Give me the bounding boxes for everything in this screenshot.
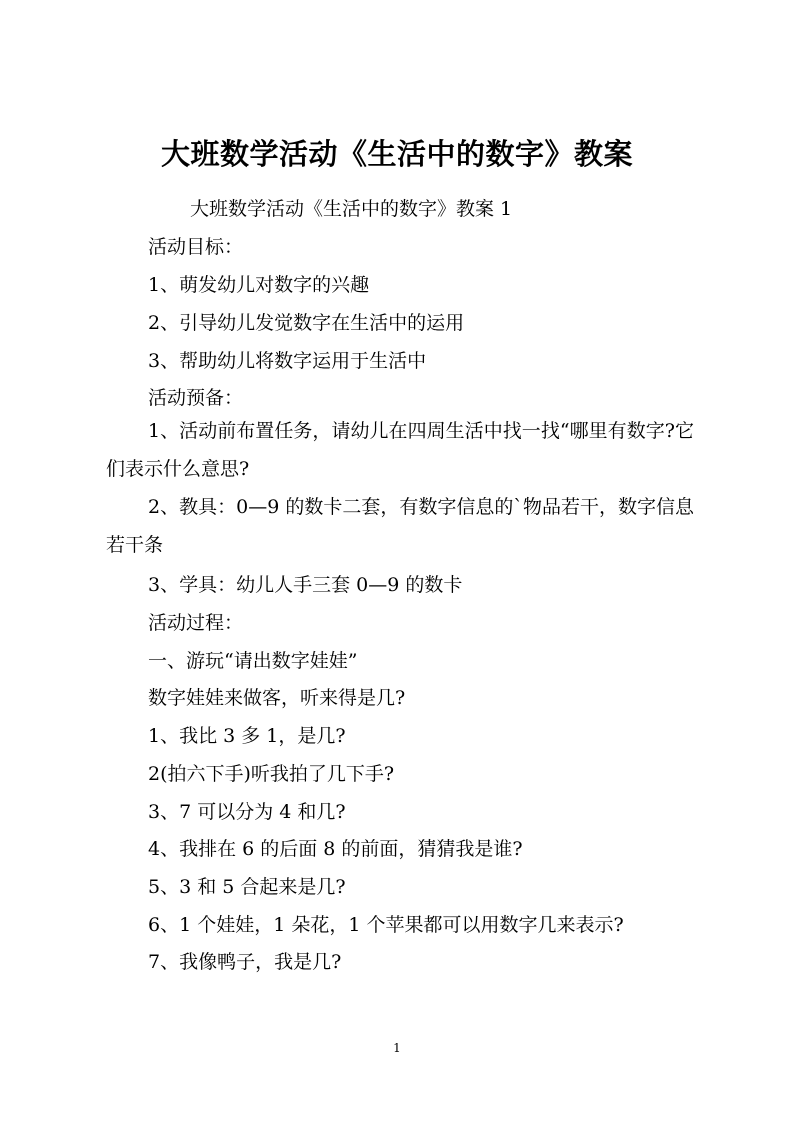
text-line: 数字娃娃来做客，听来得是几? xyxy=(148,687,406,709)
text-line: 6、1 个娃娃，1 朵花，1 个苹果都可以用数字几来表示? xyxy=(148,914,624,936)
lesson-subtitle: 大班数学活动《生活中的数字》教案 1 xyxy=(190,198,513,220)
page-number: 1 xyxy=(393,1041,401,1055)
text-line: 1、我比 3 多 1，是几? xyxy=(148,725,346,747)
text-line: 活动预备： xyxy=(148,387,244,409)
text-line: 5、3 和 5 合起来是几? xyxy=(148,876,346,898)
text-line: 活动目标： xyxy=(148,236,244,258)
text-line: 一、游玩“请出数字娃娃” xyxy=(148,650,358,672)
text-line: 活动过程： xyxy=(148,612,244,634)
text-line: 1、萌发幼儿对数字的兴趣 xyxy=(148,274,370,296)
text-line: 3、帮助幼儿将数字运用于生活中 xyxy=(148,350,427,372)
text-line: 7、我像鸭子，我是几? xyxy=(148,951,342,973)
text-line: 3、学具：幼儿人手三套 0—9 的数卡 xyxy=(148,574,463,596)
text-line: 4、我排在 6 的后面 8 的前面，猜猜我是谁? xyxy=(148,838,523,860)
text-line: 2(拍六下手)听我拍了几下手? xyxy=(148,763,395,785)
text-line: 3、7 可以分为 4 和几? xyxy=(148,801,346,823)
text-line: 2、引导幼儿发觉数字在生活中的运用 xyxy=(148,312,465,334)
paragraph-task: 1、活动前布置任务，请幼儿在四周生活中找一找“哪里有数字?它们表示什么意思? xyxy=(106,420,694,480)
document-title: 大班数学活动《生活中的数字》教案 xyxy=(160,137,633,171)
paragraph-materials: 2、教具：0—9 的数卡二套，有数字信息的`物品若干，数字信息若干条 xyxy=(106,496,694,556)
